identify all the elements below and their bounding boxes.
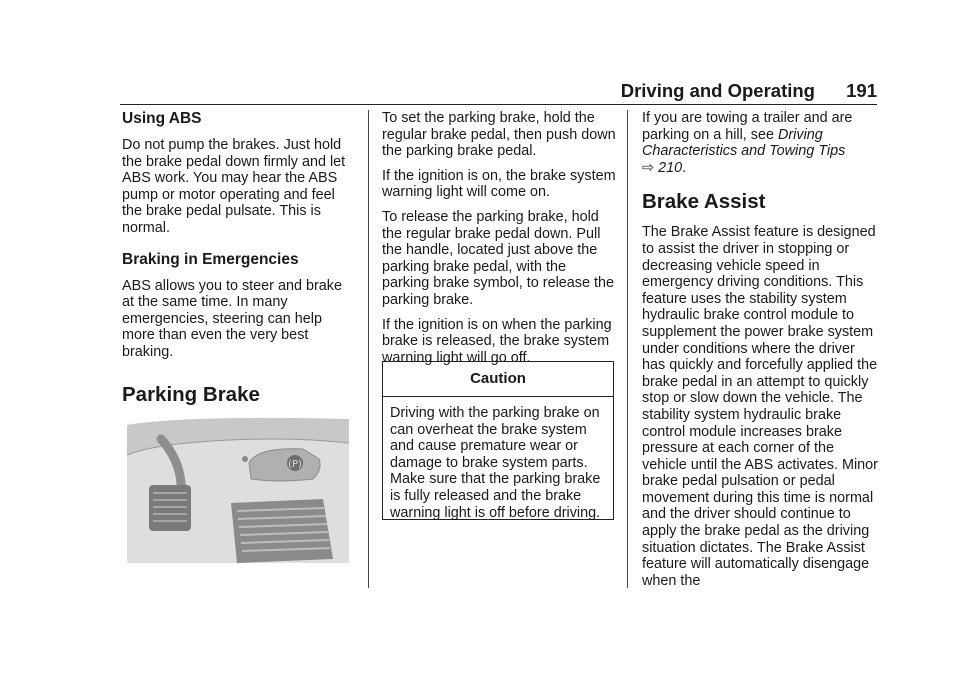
caution-box [382,361,614,520]
caution-title: Caution [383,362,613,397]
using-abs-paragraph: Do not pump the brakes. Just hold the brake pedal down firmly and let ABS work. You may hear the ABS pump or motor operating and feel the brake pedal pulsate. This is normal. [122,137,346,236]
column-divider-1 [368,110,369,588]
column-3 [642,110,878,597]
towing-text: If you are towing a trailer and are parking on a hill, see [642,110,853,143]
release-parking-brake-paragraph: To release the parking brake, hold the regular brake pedal down. Pull the handle, located just above the parking brake pedal, with the parking brake symbol, to release the parking brake. [382,208,614,308]
set-parking-brake-paragraph: To set the parking brake, hold the regular brake pedal, then push down the parking brake pedal. [382,110,616,160]
parking-brake-heading: Parking Brake [122,382,260,406]
ignition-on-paragraph: If the ignition is on, the brake system warning light will come on. [382,167,616,201]
caution-text: Driving with the parking brake on can overheat the brake system and cause premature wear or damage to brake system parts. Make sure that the parking brake is fully released and the brake warning light is off before driving. [390,405,601,521]
page-header [120,80,877,104]
towing-paragraph: If you are towing a trailer and are parking on a hill, see Driving Characteristics and Towing Tips ⇨ 210. [642,110,853,176]
svg-text:(P): (P) [288,459,302,470]
pedal-drawing [127,413,349,563]
column-divider-2 [627,110,628,588]
page-number: 191 [846,80,877,101]
page-ref-icon: ⇨ [642,159,655,176]
column-1 [122,110,354,417]
section-title: Driving and Operating [620,80,815,101]
braking-emergencies-heading: Braking in Emergencies [122,250,299,268]
braking-emergencies-paragraph: ABS allows you to steer and brake at the same time. In many emergencies, steering can help more than even the very best braking. [122,277,342,360]
warning-light-off-paragraph: If the ignition is on when the parking brake is released, the brake system warning light will go off. [382,316,612,366]
header-rule [120,104,877,105]
parking-brake-illustration [127,413,349,563]
using-abs-heading: Using ABS [122,110,202,127]
brake-assist-paragraph: The Brake Assist feature is designed to assist the driver in stopping or decreasing vehicle speed in emergency driving conditions. This feature uses the stability system hydraulic brake control module to supplement the power brake system under conditions where the driver has quickly and forcefully applied the brake pedal in an attempt to quickly stop or slow down the vehicle. The stability system hydraulic brake control module increases brake pressure at each corner of the vehicle until the ABS activates. Minor brake pedal pulsation or pedal movement during this time is normal and the driver should continue to apply the brake pedal as the driving situation dictates. The Brake Assist feature will automatically disengage when the [642,224,878,589]
brake-assist-heading: Brake Assist [642,190,766,214]
towing-page-ref[interactable]: 210 [658,159,683,176]
towing-link[interactable]: Driving Characteristics and Towing Tips [642,126,846,160]
column-2 [382,110,616,374]
